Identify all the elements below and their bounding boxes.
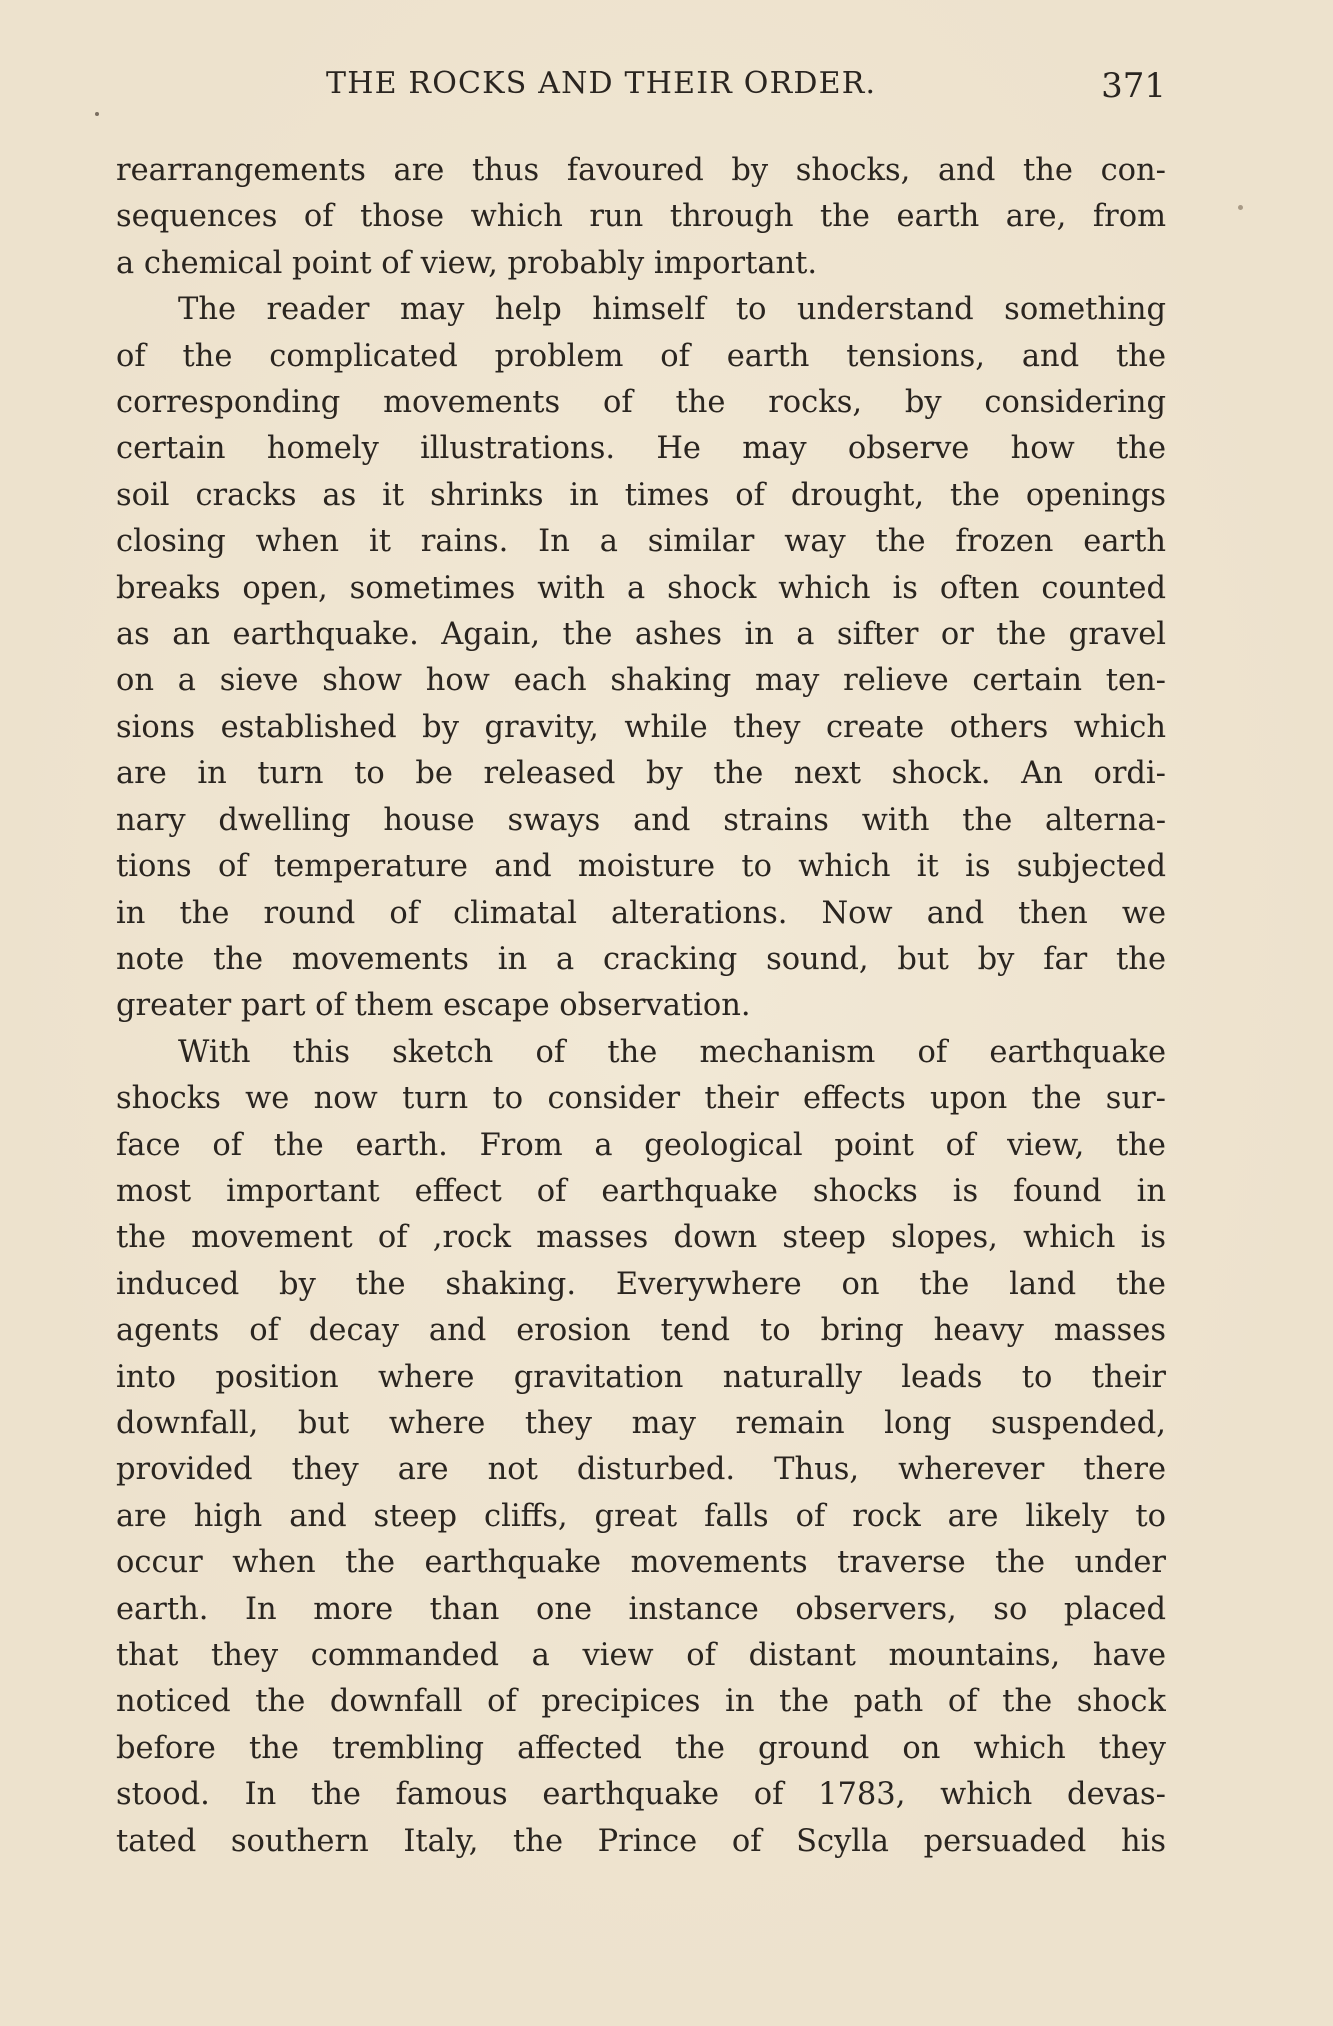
text-line: noticed the downfall of precipices in the path of the shock	[116, 1684, 1166, 1720]
text-line: most important effect of earthquake shocks is found in	[116, 1173, 1166, 1209]
text-line: of the complicated problem of earth tensions, and the	[116, 338, 1166, 374]
text-line: downfall, but where they may remain long suspended,	[116, 1405, 1166, 1441]
text-line: as an earthquake. Again, the ashes in a sifter or the gravel	[116, 617, 1166, 653]
text-line: are in turn to be released by the next shock. An ordi-	[116, 756, 1166, 792]
running-title: THE ROCKS AND THEIR ORDER.	[326, 66, 877, 101]
text-line: into position where gravitation naturally leads to their	[116, 1359, 1166, 1395]
body-text	[116, 148, 1166, 1865]
text-line: corresponding movements of the rocks, by considering	[116, 385, 1166, 421]
text-line: breaks open, sometimes with a shock which is often counted	[116, 570, 1166, 606]
text-line: before the trembling affected the ground on which they	[116, 1730, 1166, 1766]
text-line: provided they are not disturbed. Thus, wherever there	[116, 1452, 1166, 1488]
page-number: 371	[1101, 66, 1166, 106]
text-line: agents of decay and erosion tend to bring heavy masses	[116, 1313, 1166, 1349]
running-head	[116, 60, 1166, 110]
margin-speck	[95, 112, 99, 116]
text-line: sions established by gravity, while they create others which	[116, 709, 1166, 745]
text-line: a chemical point of view, probably important.	[116, 245, 818, 281]
text-line: on a sieve show how each shaking may relieve certain ten-	[116, 663, 1166, 699]
text-line: earth. In more than one instance observers, so placed	[116, 1591, 1166, 1627]
text-line: rearrangements are thus favoured by shocks, and the con-	[116, 153, 1166, 188]
text-line: shocks we now turn to consider their effects upon the sur-	[116, 1081, 1166, 1117]
text-line: that they commanded a view of distant mountains, have	[116, 1638, 1166, 1673]
text-line: are high and steep cliffs, great falls of rock are likely to	[116, 1498, 1166, 1534]
text-line: The reader may help himself to understand something	[178, 292, 1166, 328]
text-line: tated southern Italy, the Prince of Scylla persuaded his	[116, 1823, 1166, 1859]
text-line: sequences of those which run through the earth are, from	[116, 199, 1166, 235]
text-line: With this sketch of the mechanism of earthquake	[178, 1034, 1166, 1070]
text-line: greater part of them escape observation.	[116, 988, 751, 1024]
text-line: nary dwelling house sways and strains with the alterna-	[116, 802, 1166, 838]
text-line: occur when the earthquake movements traverse the under	[116, 1545, 1166, 1581]
text-line: note the movements in a cracking sound, but by far the	[116, 941, 1166, 977]
margin-speck	[1238, 205, 1243, 210]
text-line: face of the earth. From a geological point of view, the	[116, 1127, 1166, 1163]
text-line: induced by the shaking. Everywhere on the land the	[116, 1266, 1166, 1302]
text-line: closing when it rains. In a similar way the frozen earth	[116, 524, 1166, 560]
text-line: in the round of climatal alterations. Now and then we	[116, 895, 1166, 931]
text-line: soil cracks as it shrinks in times of drought, the openings	[116, 477, 1166, 513]
text-line: certain homely illustrations. He may observe how the	[116, 431, 1166, 467]
text-line: tions of temperature and moisture to which it is subjected	[116, 849, 1166, 885]
text-line: the movement of ,rock masses down steep slopes, which is	[116, 1220, 1166, 1256]
text-line: stood. In the famous earthquake of 1783, which devas-	[116, 1777, 1166, 1813]
